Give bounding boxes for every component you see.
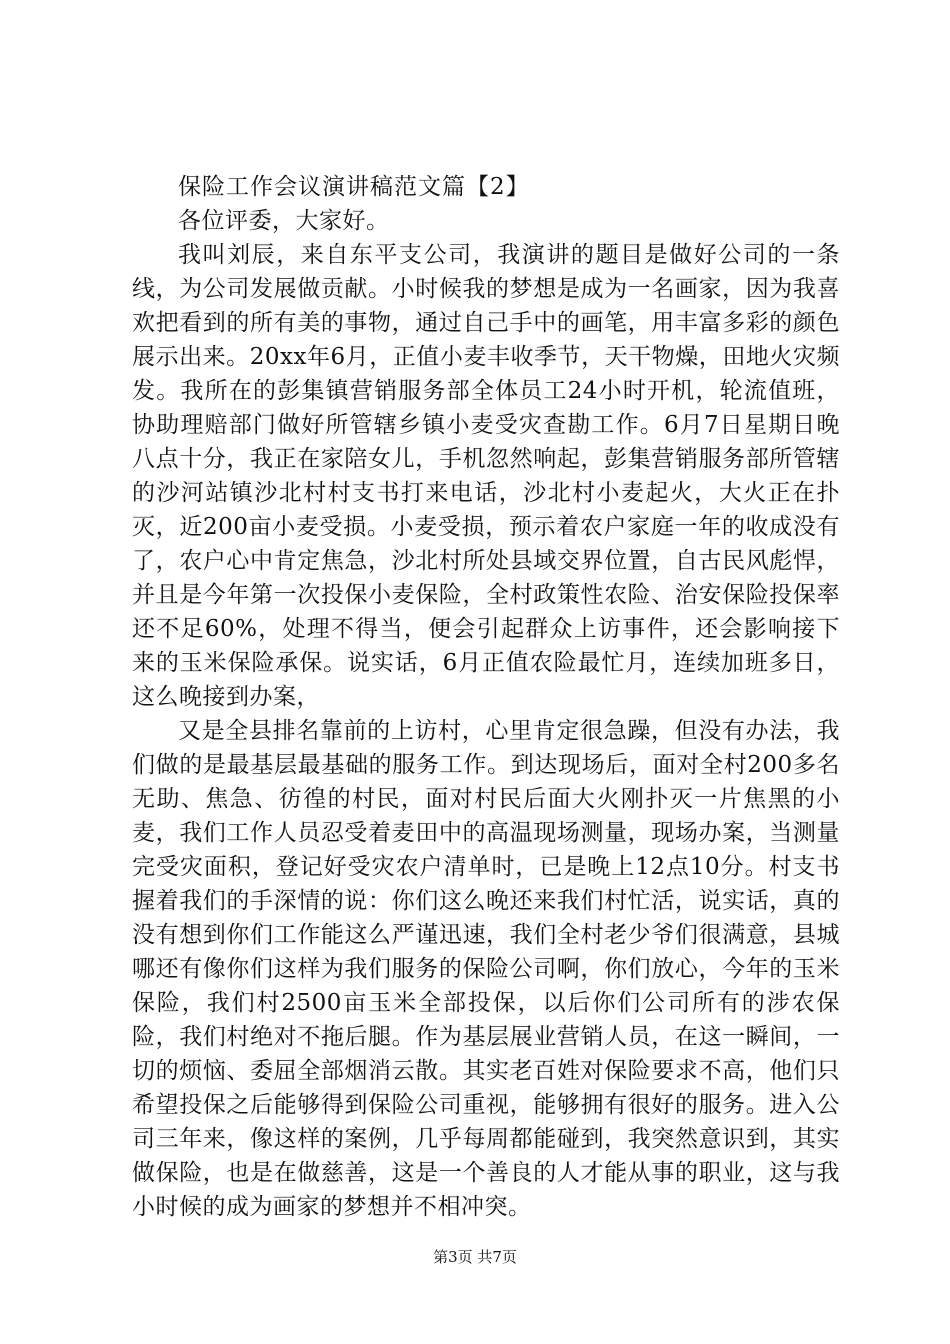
body-paragraph-1: 我叫刘辰，来自东平支公司，我演讲的题目是做好公司的一条线，为公司发展做贡献。小时候我的梦想是成为一名画家，因为我喜欢把看到的所有美的事物，通过自己手中的画笔，用丰富多彩的颜色展示出来。20xx年6月，正值小麦丰收季节，天干物燥，田地火灾频发。我所在的彭集镇营销服务部全体员工24小时开机，轮流值班，协助理赔部门做好所管辖乡镇小麦受灾查勘工作。6月7日星期日晚八点十分，我正在家陪女儿，手机忽然响起，彭集营销服务部所管辖的沙河站镇沙北村村支书打来电话，沙北村小麦起火，大火正在扑灭，近200亩小麦受损。小麦受损，预示着农户家庭一年的收成没有了，农户心中肯定焦急，沙北村所处县域交界位置，自古民风彪悍，并且是今年第一次投保小麦保险，全村政策性农险、治安保险投保率还不足60%，处理不得当，便会引起群众上访事件，还会影响接下来的玉米保险承保。说实话，6月正值农险最忙月，连续加班多日，这么晚接到办案， bbox=[132, 242, 840, 710]
greeting-paragraph: 各位评委，大家好。 bbox=[178, 208, 390, 234]
document-body bbox=[132, 170, 840, 1224]
body-paragraph-2: 又是全县排名靠前的上访村，心里肯定很急躁，但没有办法，我们做的是最基层最基础的服务工作。到达现场后，面对全村200多名无助、焦急、彷徨的村民，面对村民后面大火刚扑灭一片焦黑的小麦，我们工作人员忍受着麦田中的高温现场测量，现场办案，当测量完受灾面积，登记好受灾农户清单时，已是晚上12点10分。村支书握着我们的手深情的说：你们这么晚还来我们村忙活，说实话，真的没有想到你们工作能这么严谨迅速，我们全村老少爷们很满意，县城哪还有像你们这样为我们服务的保险公司啊，你们放心，今年的玉米保险，我们村2500亩玉米全部投保，以后你们公司所有的涉农保险，我们村绝对不拖后腿。作为基层展业营销人员，在这一瞬间，一切的烦恼、委屈全部烟消云散。其实老百姓对保险要求不高，他们只希望投保之后能够得到保险公司重视，能够拥有很好的服务。进入公司三年来，像这样的案例，几乎每周都能碰到，我突然意识到，其实做保险，也是在做慈善，这是一个善良的人才能从事的职业，这与我小时候的成为画家的梦想并不相冲突。 bbox=[132, 718, 840, 1220]
page-number-footer: 第3页 共7页 bbox=[433, 1248, 517, 1266]
document-title: 保险工作会议演讲稿范文篇【2】 bbox=[178, 174, 530, 200]
